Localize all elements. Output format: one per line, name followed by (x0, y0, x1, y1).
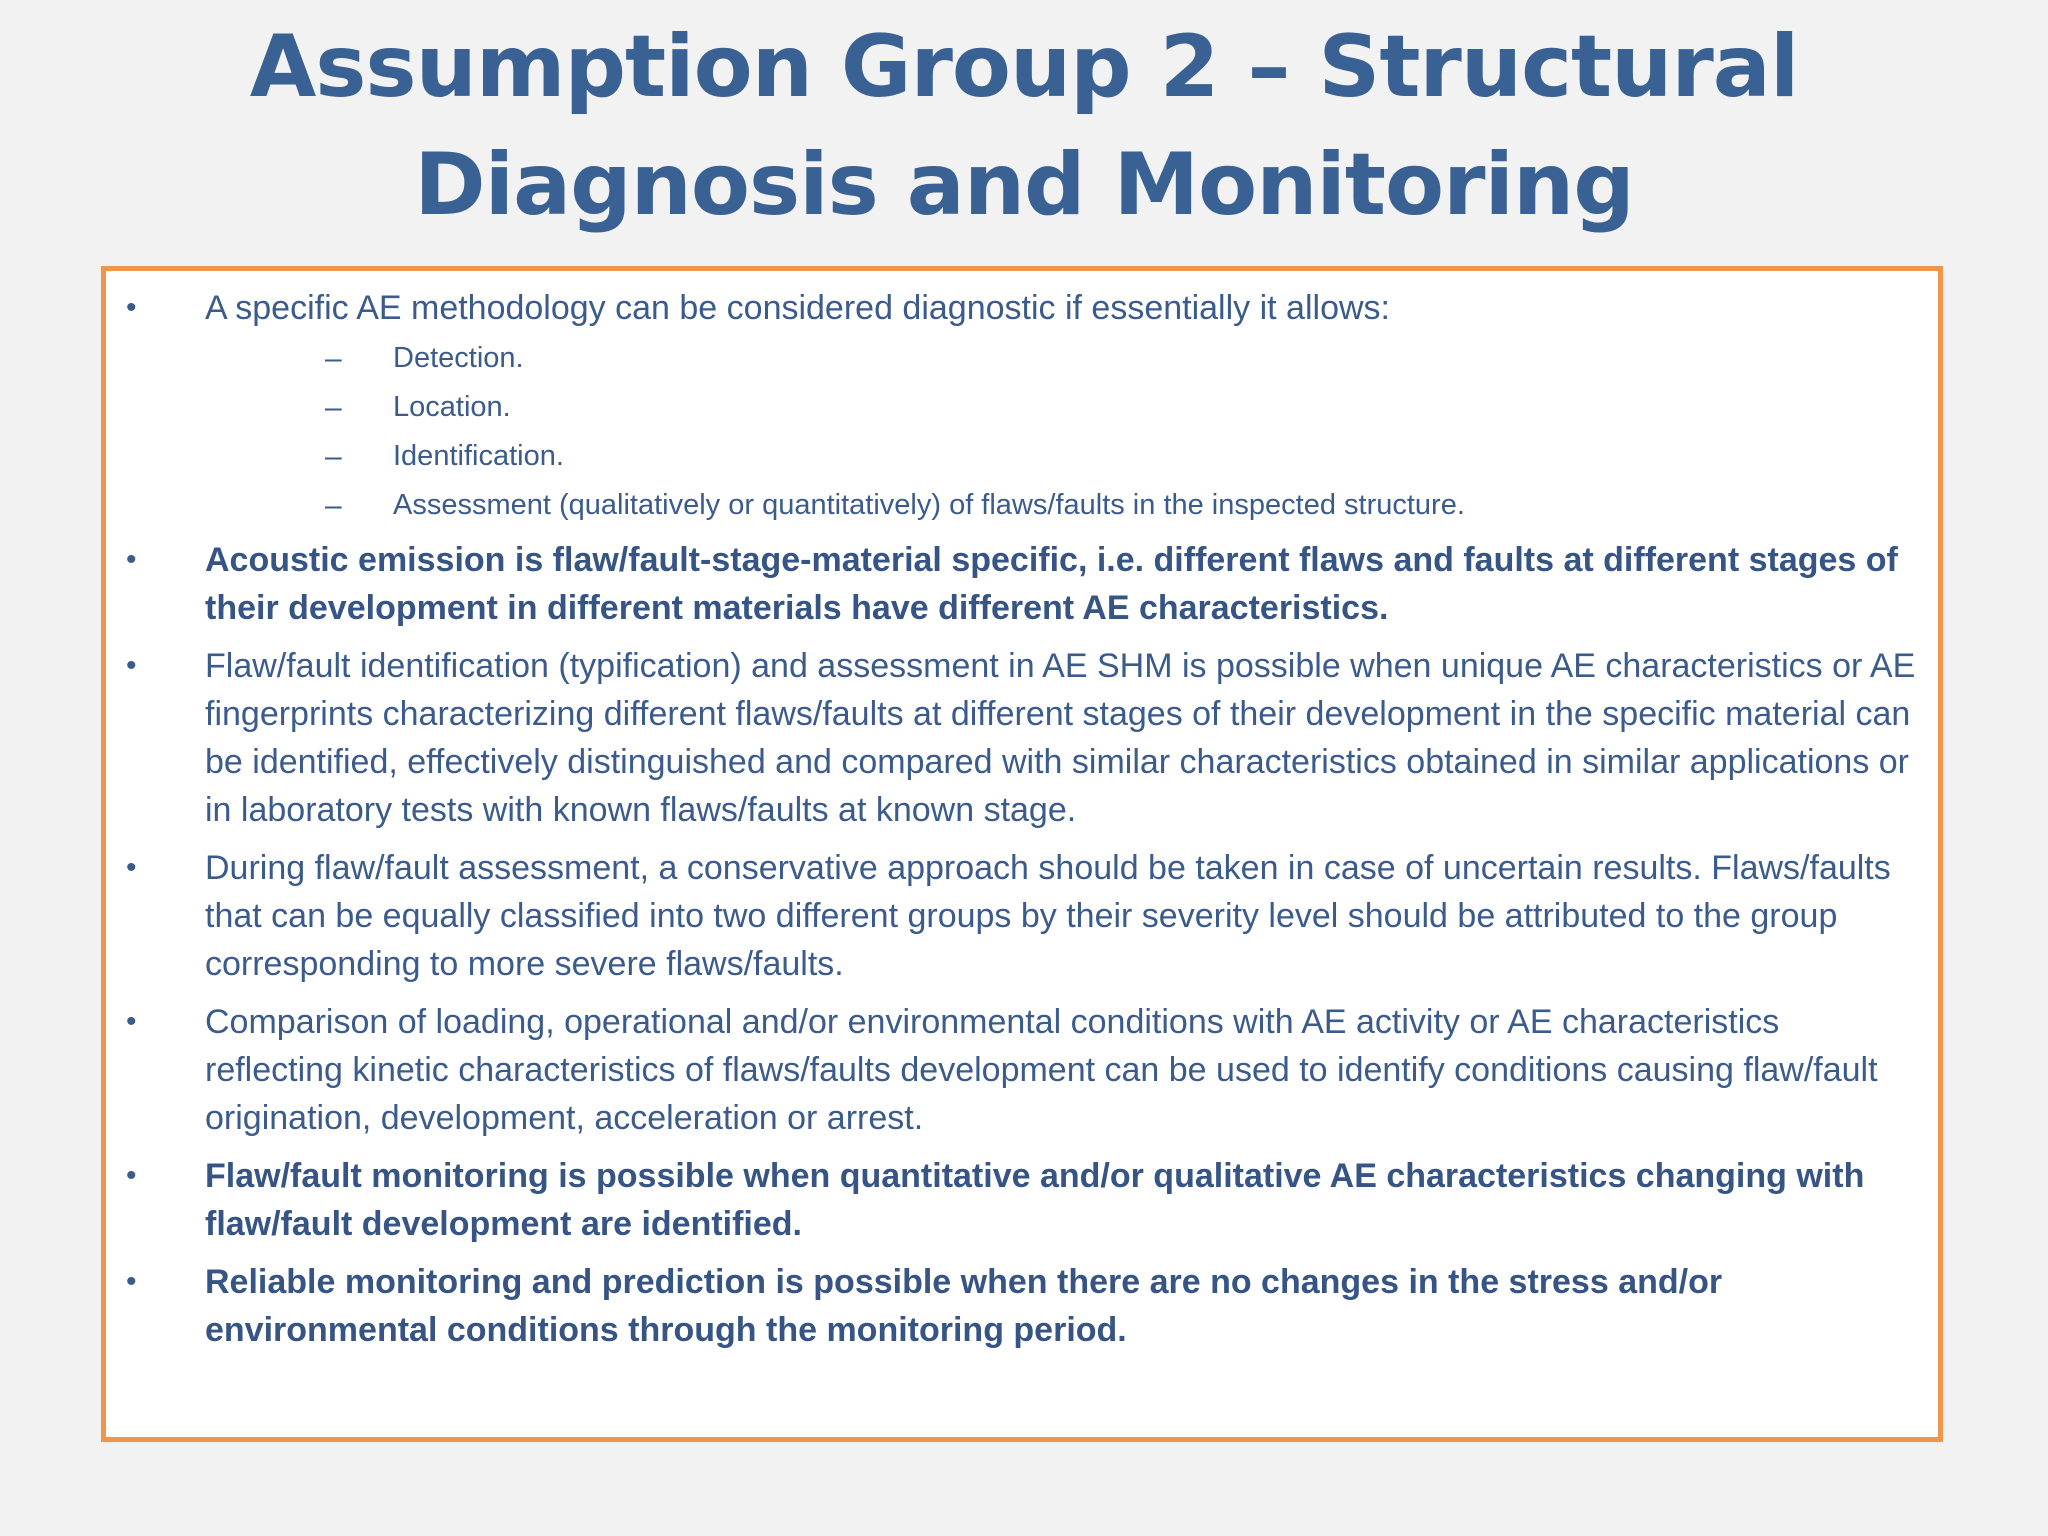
bullet-marker: • (126, 649, 137, 682)
bullet-marker: • (126, 1159, 137, 1192)
bullet-item (106, 536, 1938, 632)
bullet-text: Reliable monitoring and prediction is possible when there are no changes in the stress and/or environmental conditions through the monitoring period. (205, 1263, 1723, 1349)
bullet-text: Comparison of loading, operational and/or environmental conditions with AE activity or AE characteristics reflecting kinetic characteristics of flaws/faults development can be used to identify conditions causing flaw/fault origination, development, acceleration or arrest. (205, 1003, 1878, 1137)
sub-item (205, 481, 1918, 530)
bullet-marker: • (126, 291, 137, 324)
bullet-marker: • (126, 1005, 137, 1038)
sub-list (205, 334, 1918, 530)
sub-item (205, 432, 1918, 481)
sub-item-text: Location. (393, 391, 511, 423)
bullet-text: During flaw/fault assessment, a conservative approach should be taken in case of uncertain results. Flaws/faults that can be equally classified into two different groups by their severity level should be attributed to the group corresponding to more severe flaws/faults. (205, 849, 1891, 983)
bullet-item (106, 1258, 1938, 1354)
bullet-item (106, 998, 1938, 1142)
content-box (101, 266, 1943, 1442)
bullet-item (106, 1152, 1938, 1248)
bullet-list (106, 271, 1938, 1354)
sub-marker: – (325, 391, 342, 424)
bullet-text: Flaw/fault monitoring is possible when quantitative and/or qualitative AE characteristics changing with flaw/fault development are identified. (205, 1157, 1865, 1243)
bullet-marker: • (126, 851, 137, 884)
sub-item (205, 334, 1918, 383)
sub-marker: – (325, 440, 342, 473)
bullet-text: Acoustic emission is flaw/fault-stage-material specific, i.e. different flaws and faults at different stages of their development in different materials have different AE characteristics. (205, 541, 1898, 627)
slide-title-line-2: Diagnosis and Monitoring (414, 135, 1634, 235)
sub-item (205, 383, 1918, 432)
bullet-marker: • (126, 1265, 137, 1298)
bullet-text: Flaw/fault identification (typification) and assessment in AE SHM is possible when unique AE characteristics or AE fingerprints characterizing different flaws/faults at different stages of their development in the specific material can be identified, effectively distinguished and compared with similar characteristics obtained in similar applications or in laboratory tests with known flaws/faults at known stage. (205, 647, 1916, 829)
bullet-item (106, 284, 1938, 530)
sub-marker: – (325, 342, 342, 375)
bullet-text: A specific AE methodology can be considered diagnostic if essentially it allows: (205, 289, 1390, 327)
sub-item-text: Detection. (393, 342, 524, 374)
slide-title-line-1: Assumption Group 2 – Structural (249, 17, 1799, 117)
bullet-item (106, 844, 1938, 988)
slide-title (0, 8, 2048, 244)
sub-marker: – (325, 489, 342, 522)
bullet-marker: • (126, 543, 137, 576)
sub-item-text: Identification. (393, 440, 564, 472)
sub-item-text: Assessment (qualitatively or quantitatively) of flaws/faults in the inspected structure. (393, 489, 1465, 521)
bullet-item (106, 642, 1938, 834)
